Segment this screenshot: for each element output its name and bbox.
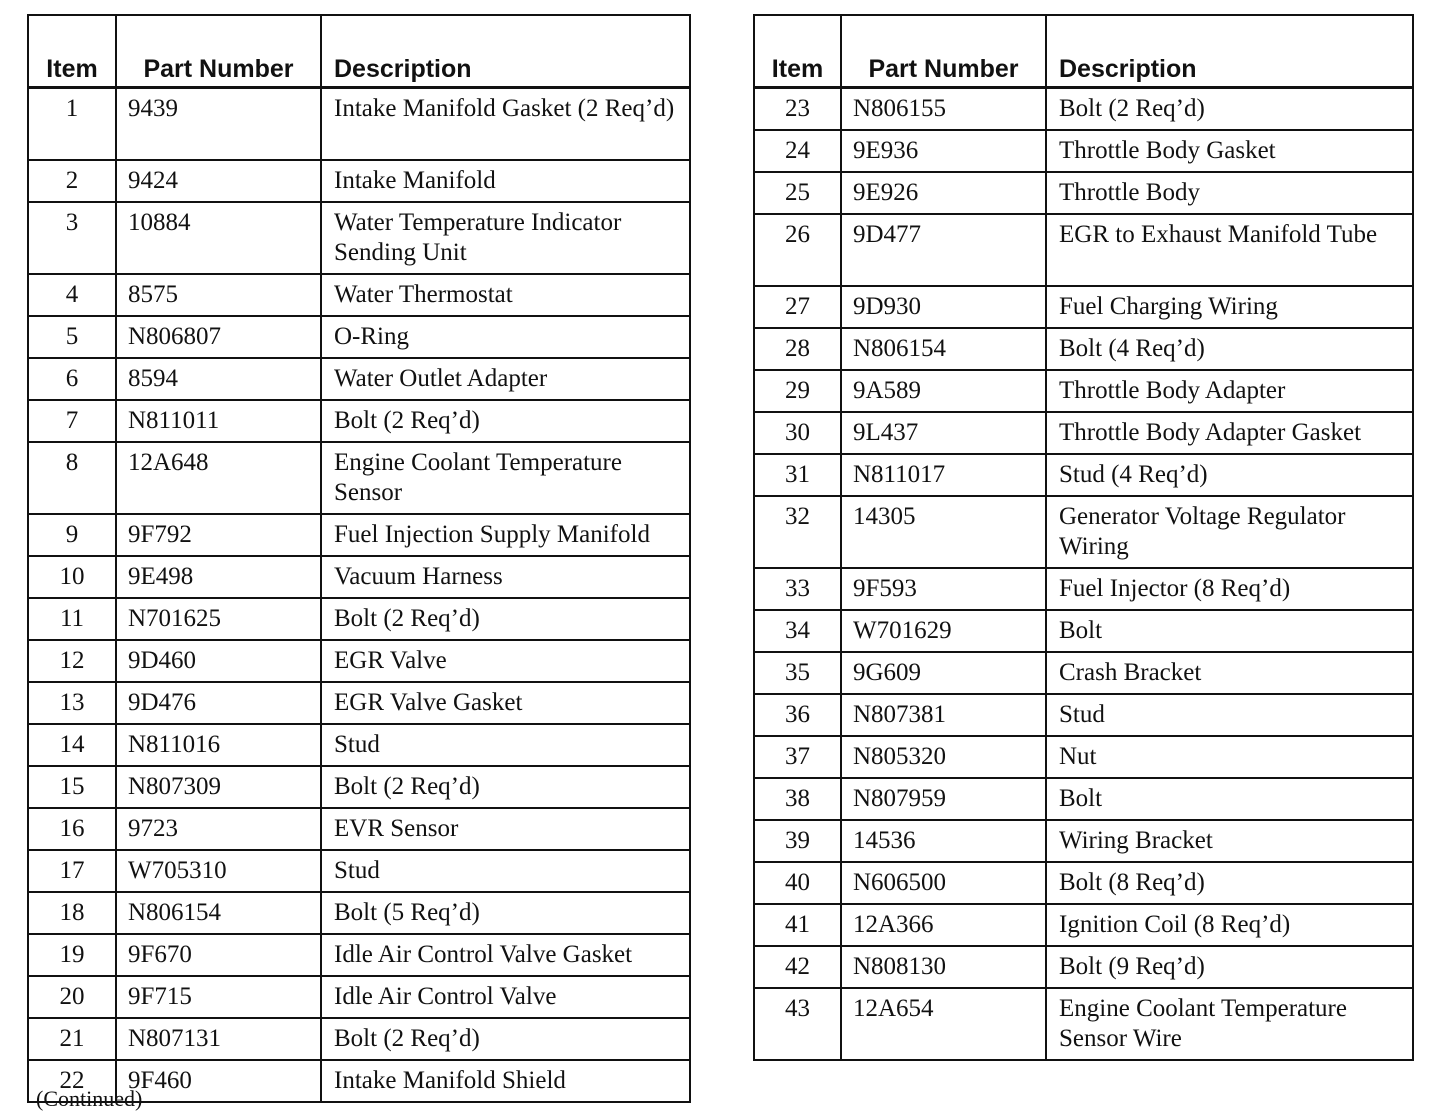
- item-cell: 31: [754, 454, 841, 496]
- item-cell: 3: [28, 202, 116, 274]
- item-cell: 30: [754, 412, 841, 454]
- table-row: [28, 202, 690, 274]
- description-cell: Generator Voltage Regulator Wiring: [1046, 496, 1413, 568]
- header-description: Description: [1046, 15, 1413, 88]
- table-row: [754, 412, 1413, 454]
- item-cell: 19: [28, 934, 116, 976]
- description-cell: Water Temperature Indicator Sending Unit: [321, 202, 690, 274]
- item-cell: 12: [28, 640, 116, 682]
- description-cell: Intake Manifold: [321, 160, 690, 202]
- item-cell: 24: [754, 130, 841, 172]
- table-row: [28, 400, 690, 442]
- part-number-cell: 9F670: [116, 934, 321, 976]
- table-row: [28, 1018, 690, 1060]
- item-cell: 36: [754, 694, 841, 736]
- table-row: [754, 328, 1413, 370]
- item-cell: 38: [754, 778, 841, 820]
- table-row: [754, 820, 1413, 862]
- part-number-cell: N805320: [841, 736, 1046, 778]
- part-number-cell: 9D477: [841, 214, 1046, 286]
- table-row: [754, 778, 1413, 820]
- description-cell: Bolt (8 Req’d): [1046, 862, 1413, 904]
- header-part-number: Part Number: [116, 15, 321, 88]
- description-cell: EGR Valve: [321, 640, 690, 682]
- part-number-cell: N606500: [841, 862, 1046, 904]
- description-cell: Fuel Charging Wiring: [1046, 286, 1413, 328]
- continued-note: (Continued): [36, 1086, 143, 1111]
- description-cell: Ignition Coil (8 Req’d): [1046, 904, 1413, 946]
- table-row: [754, 172, 1413, 214]
- item-cell: 4: [28, 274, 116, 316]
- header-description: Description: [321, 15, 690, 88]
- description-cell: EGR to Exhaust Manifold Tube: [1046, 214, 1413, 286]
- item-cell: 23: [754, 88, 841, 131]
- item-cell: 41: [754, 904, 841, 946]
- part-number-cell: 9F593: [841, 568, 1046, 610]
- part-number-cell: N811016: [116, 724, 321, 766]
- description-cell: Bolt (5 Req’d): [321, 892, 690, 934]
- table-row: [28, 316, 690, 358]
- header-row: [28, 15, 690, 88]
- table-row: [28, 556, 690, 598]
- item-cell: 7: [28, 400, 116, 442]
- table-row: [754, 88, 1413, 131]
- part-number-cell: N807309: [116, 766, 321, 808]
- table-row: [28, 724, 690, 766]
- description-cell: Bolt: [1046, 610, 1413, 652]
- part-number-cell: 10884: [116, 202, 321, 274]
- item-cell: 13: [28, 682, 116, 724]
- part-number-cell: 9E926: [841, 172, 1046, 214]
- item-cell: 43: [754, 988, 841, 1060]
- part-number-cell: 9F715: [116, 976, 321, 1018]
- table-row: [754, 214, 1413, 286]
- table-row: [28, 514, 690, 556]
- description-cell: Idle Air Control Valve: [321, 976, 690, 1018]
- table-row: [28, 850, 690, 892]
- part-number-cell: 8594: [116, 358, 321, 400]
- table-body: [754, 88, 1413, 1061]
- part-number-cell: 9D930: [841, 286, 1046, 328]
- table-row: [28, 808, 690, 850]
- item-cell: 5: [28, 316, 116, 358]
- item-cell: 40: [754, 862, 841, 904]
- description-cell: Idle Air Control Valve Gasket: [321, 934, 690, 976]
- description-cell: EVR Sensor: [321, 808, 690, 850]
- part-number-cell: 9F792: [116, 514, 321, 556]
- part-number-cell: 8575: [116, 274, 321, 316]
- part-number-cell: 14305: [841, 496, 1046, 568]
- description-cell: Fuel Injection Supply Manifold: [321, 514, 690, 556]
- part-number-cell: 9D460: [116, 640, 321, 682]
- parts-table-right: [753, 14, 1414, 1061]
- table-row: [754, 694, 1413, 736]
- item-cell: 34: [754, 610, 841, 652]
- table-body: [28, 88, 690, 1103]
- description-cell: Intake Manifold Gasket (2 Req’d): [321, 88, 690, 161]
- description-cell: EGR Valve Gasket: [321, 682, 690, 724]
- table-row: [754, 652, 1413, 694]
- item-cell: 20: [28, 976, 116, 1018]
- part-number-cell: 9424: [116, 160, 321, 202]
- part-number-cell: N806154: [841, 328, 1046, 370]
- item-cell: 9: [28, 514, 116, 556]
- item-cell: 33: [754, 568, 841, 610]
- item-cell: 35: [754, 652, 841, 694]
- table-row: [754, 286, 1413, 328]
- description-cell: Water Thermostat: [321, 274, 690, 316]
- item-cell: 6: [28, 358, 116, 400]
- item-cell: 15: [28, 766, 116, 808]
- table-row: [754, 946, 1413, 988]
- part-number-cell: 14536: [841, 820, 1046, 862]
- description-cell: Stud (4 Req’d): [1046, 454, 1413, 496]
- table-row: [754, 496, 1413, 568]
- part-number-cell: 12A654: [841, 988, 1046, 1060]
- table-row: [28, 682, 690, 724]
- table-row: [754, 568, 1413, 610]
- item-cell: 17: [28, 850, 116, 892]
- part-number-cell: N808130: [841, 946, 1046, 988]
- part-number-cell: 9E498: [116, 556, 321, 598]
- part-number-cell: W701629: [841, 610, 1046, 652]
- item-cell: 32: [754, 496, 841, 568]
- description-cell: Engine Coolant Temperature Sensor: [321, 442, 690, 514]
- item-cell: 11: [28, 598, 116, 640]
- part-number-cell: W705310: [116, 850, 321, 892]
- part-number-cell: 9A589: [841, 370, 1046, 412]
- part-number-cell: 9G609: [841, 652, 1046, 694]
- header-item: Item: [754, 15, 841, 88]
- item-cell: 27: [754, 286, 841, 328]
- item-cell: 25: [754, 172, 841, 214]
- part-number-cell: N807959: [841, 778, 1046, 820]
- part-number-cell: N807381: [841, 694, 1046, 736]
- description-cell: Bolt (2 Req’d): [1046, 88, 1413, 131]
- description-cell: Bolt (2 Req’d): [321, 1018, 690, 1060]
- item-cell: 10: [28, 556, 116, 598]
- description-cell: Nut: [1046, 736, 1413, 778]
- description-cell: Stud: [321, 850, 690, 892]
- description-cell: Bolt (4 Req’d): [1046, 328, 1413, 370]
- item-cell: 42: [754, 946, 841, 988]
- item-cell: 2: [28, 160, 116, 202]
- part-number-cell: N806154: [116, 892, 321, 934]
- description-cell: Engine Coolant Temperature Sensor Wire: [1046, 988, 1413, 1060]
- description-cell: Wiring Bracket: [1046, 820, 1413, 862]
- header-part-number: Part Number: [841, 15, 1046, 88]
- part-number-cell: N807131: [116, 1018, 321, 1060]
- table-row: [754, 736, 1413, 778]
- table-row: [754, 370, 1413, 412]
- description-cell: Stud: [321, 724, 690, 766]
- table-row: [28, 274, 690, 316]
- table-row: [28, 892, 690, 934]
- part-number-cell: N806807: [116, 316, 321, 358]
- description-cell: Crash Bracket: [1046, 652, 1413, 694]
- description-cell: Bolt: [1046, 778, 1413, 820]
- item-cell: 21: [28, 1018, 116, 1060]
- description-cell: Throttle Body Adapter: [1046, 370, 1413, 412]
- table-row: [754, 130, 1413, 172]
- description-cell: Throttle Body: [1046, 172, 1413, 214]
- item-cell: 14: [28, 724, 116, 766]
- item-cell: 22: [28, 1060, 116, 1102]
- part-number-cell: 9E936: [841, 130, 1046, 172]
- description-cell: Bolt (2 Req’d): [321, 766, 690, 808]
- table-row: [28, 976, 690, 1018]
- part-number-cell: N811011: [116, 400, 321, 442]
- part-number-cell: N806155: [841, 88, 1046, 131]
- part-number-cell: 12A366: [841, 904, 1046, 946]
- part-number-cell: 12A648: [116, 442, 321, 514]
- item-cell: 8: [28, 442, 116, 514]
- table-row: [28, 934, 690, 976]
- table-row: [28, 766, 690, 808]
- description-cell: Throttle Body Gasket: [1046, 130, 1413, 172]
- part-number-cell: N701625: [116, 598, 321, 640]
- table-row: [28, 640, 690, 682]
- item-cell: 28: [754, 328, 841, 370]
- item-cell: 1: [28, 88, 116, 161]
- header-row: [754, 15, 1413, 88]
- table-row: [28, 358, 690, 400]
- description-cell: Fuel Injector (8 Req’d): [1046, 568, 1413, 610]
- part-number-cell: 9D476: [116, 682, 321, 724]
- item-cell: 18: [28, 892, 116, 934]
- description-cell: O-Ring: [321, 316, 690, 358]
- part-number-cell: 9L437: [841, 412, 1046, 454]
- description-cell: Intake Manifold Shield: [321, 1060, 690, 1102]
- table-row: [754, 988, 1413, 1060]
- table-row: [754, 454, 1413, 496]
- item-cell: 39: [754, 820, 841, 862]
- table-row: [754, 610, 1413, 652]
- description-cell: Bolt (2 Req’d): [321, 400, 690, 442]
- part-number-cell: 9F460: [116, 1060, 321, 1102]
- part-number-cell: 9723: [116, 808, 321, 850]
- table-row: [28, 88, 690, 161]
- item-cell: 26: [754, 214, 841, 286]
- description-cell: Vacuum Harness: [321, 556, 690, 598]
- description-cell: Water Outlet Adapter: [321, 358, 690, 400]
- table-row: [28, 442, 690, 514]
- item-cell: 16: [28, 808, 116, 850]
- item-cell: 37: [754, 736, 841, 778]
- description-cell: Throttle Body Adapter Gasket: [1046, 412, 1413, 454]
- header-item: Item: [28, 15, 116, 88]
- part-number-cell: 9439: [116, 88, 321, 161]
- table-row: [28, 598, 690, 640]
- description-cell: Bolt (2 Req’d): [321, 598, 690, 640]
- table-row: [754, 862, 1413, 904]
- description-cell: Stud: [1046, 694, 1413, 736]
- part-number-cell: N811017: [841, 454, 1046, 496]
- table-row: [754, 904, 1413, 946]
- description-cell: Bolt (9 Req’d): [1046, 946, 1413, 988]
- table-row: [28, 160, 690, 202]
- parts-table-left: [27, 14, 691, 1103]
- item-cell: 29: [754, 370, 841, 412]
